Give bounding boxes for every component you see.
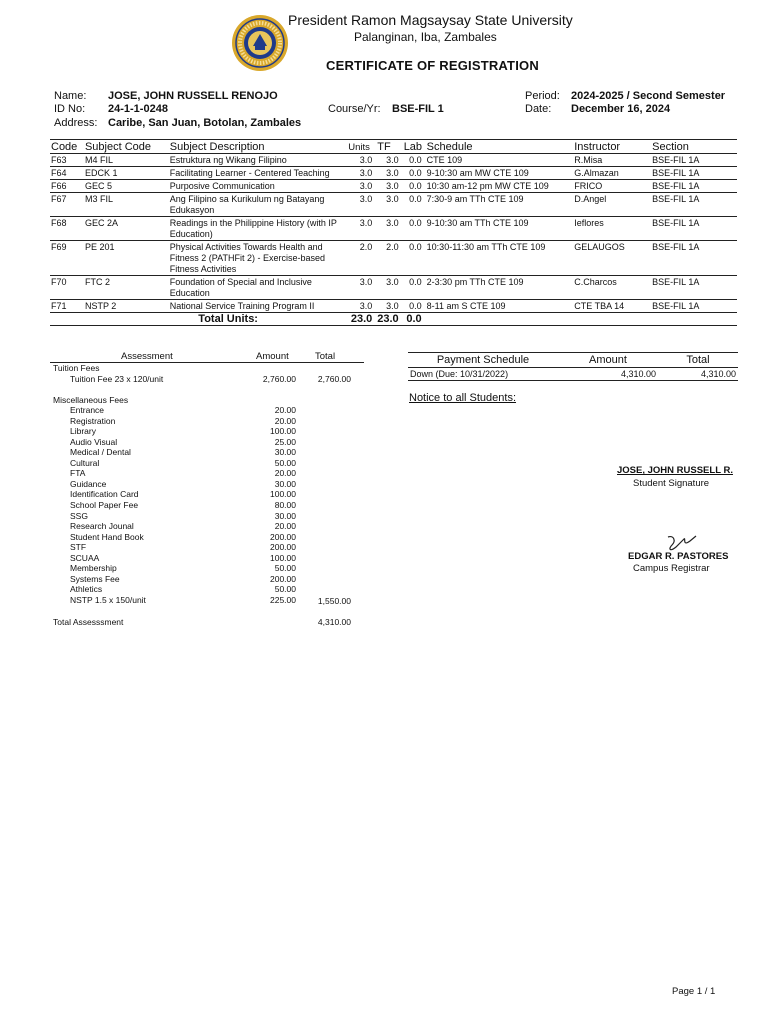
subject-code: F69 bbox=[50, 241, 84, 276]
registrar-caption: Campus Registrar bbox=[633, 563, 710, 574]
course-label: Course/Yr: bbox=[328, 103, 381, 115]
subject-section: BSE-FIL 1A bbox=[651, 300, 737, 313]
subject-code: F71 bbox=[50, 300, 84, 313]
subject-row bbox=[50, 276, 737, 300]
misc-fee-name: STF bbox=[70, 542, 87, 553]
subject-tf: 3.0 bbox=[376, 167, 402, 180]
date-label: Date: bbox=[525, 103, 552, 115]
total-units: 23.0 bbox=[347, 313, 376, 326]
subject-lab: 0.0 bbox=[403, 276, 426, 300]
col-header-code: Code bbox=[50, 140, 84, 154]
misc-total: 1,550.00 bbox=[317, 596, 351, 606]
subject-row bbox=[50, 167, 737, 180]
col-header-schedule: Schedule bbox=[426, 140, 574, 154]
subject-instructor: C.Charcos bbox=[573, 276, 651, 300]
tuition-label: Tuition Fees bbox=[53, 363, 100, 373]
subject-tf: 3.0 bbox=[376, 180, 402, 193]
subject-lab: 0.0 bbox=[403, 193, 426, 217]
col-header-tf: TF bbox=[376, 140, 402, 154]
payment-header-row bbox=[408, 353, 738, 368]
misc-fee-name: Cultural bbox=[70, 457, 100, 468]
name-label: Name: bbox=[54, 90, 87, 102]
subject-desc: Readings in the Philippine History (with IP Education) bbox=[169, 217, 348, 241]
registrar-handwritten-signature bbox=[660, 533, 700, 553]
subject-lab: 0.0 bbox=[403, 241, 426, 276]
subject-units: 3.0 bbox=[347, 276, 376, 300]
subject-units: 3.0 bbox=[347, 300, 376, 313]
subject-instructor: G.Almazan bbox=[573, 167, 651, 180]
subject-schedule: 10:30 am-12 pm MW CTE 109 bbox=[426, 180, 574, 193]
subject-instructor: Ieflores bbox=[573, 217, 651, 241]
subject-instructor: FRICO bbox=[573, 180, 651, 193]
misc-fee-name: Identification Card bbox=[70, 489, 139, 500]
subject-schedule: 7:30-9 am TTh CTE 109 bbox=[426, 193, 574, 217]
subject-tf: 2.0 bbox=[376, 241, 402, 276]
subject-desc: Foundation of Special and Inclusive Education bbox=[169, 276, 348, 300]
date-value: December 16, 2024 bbox=[571, 103, 671, 115]
misc-fee-amount: 100.00 bbox=[270, 426, 296, 437]
subject-tf: 3.0 bbox=[376, 217, 402, 241]
university-seal-logo bbox=[231, 14, 289, 72]
payment-table bbox=[408, 352, 738, 381]
subject-row bbox=[50, 300, 737, 313]
col-header-description: Subject Description bbox=[169, 140, 348, 154]
period-value: 2024-2025 / Second Semester bbox=[571, 90, 726, 102]
page-number: Page 1 / 1 bbox=[672, 986, 716, 997]
payment-total-header: Total bbox=[658, 353, 738, 368]
subject-desc: Facilitating Learner - Centered Teaching bbox=[169, 167, 348, 180]
student-signature-name: JOSE, JOHN RUSSELL R. bbox=[617, 465, 733, 476]
subject-instructor: R.Misa bbox=[573, 154, 651, 167]
subject-units: 3.0 bbox=[347, 154, 376, 167]
subjects-header-row bbox=[50, 140, 737, 154]
misc-fee-name: Athletics bbox=[70, 584, 103, 595]
subject-code: F68 bbox=[50, 217, 84, 241]
subject-section: BSE-FIL 1A bbox=[651, 193, 737, 217]
misc-label: Miscellaneous Fees bbox=[53, 395, 129, 405]
col-header-units: Units bbox=[347, 140, 376, 154]
subject-code: F67 bbox=[50, 193, 84, 217]
payment-amount: 4,310.00 bbox=[558, 368, 658, 381]
tuition-total: 2,760.00 bbox=[317, 374, 351, 384]
student-id: 24-1-1-0248 bbox=[108, 103, 168, 115]
col-header-lab: Lab bbox=[403, 140, 426, 154]
subject-subject-code: FTC 2 bbox=[84, 276, 169, 300]
total-tf: 23.0 bbox=[376, 313, 402, 326]
university-address: Palanginan, Iba, Zambales bbox=[354, 30, 497, 44]
misc-fee-name: Research Jounal bbox=[70, 521, 134, 532]
subject-code: F66 bbox=[50, 180, 84, 193]
subject-subject-code: GEC 5 bbox=[84, 180, 169, 193]
total-units-row bbox=[50, 313, 737, 326]
payment-total: 4,310.00 bbox=[658, 368, 738, 381]
tuition-amount: 2,760.00 bbox=[262, 374, 296, 384]
misc-fee-name: Systems Fee bbox=[70, 573, 120, 584]
student-address: Caribe, San Juan, Botolan, Zambales bbox=[108, 117, 302, 129]
misc-fee-amount: 30.00 bbox=[274, 447, 296, 458]
misc-fee-name: Library bbox=[70, 426, 96, 437]
misc-fee-amount: 20.00 bbox=[274, 521, 296, 532]
subject-subject-code: NSTP 2 bbox=[84, 300, 169, 313]
subject-units: 2.0 bbox=[347, 241, 376, 276]
subject-schedule: 9-10:30 am MW CTE 109 bbox=[426, 167, 574, 180]
misc-fee-name: NSTP 1.5 x 150/unit bbox=[70, 594, 146, 605]
misc-fee-name: Registration bbox=[70, 415, 116, 426]
misc-fee-name: Guidance bbox=[70, 478, 107, 489]
subject-tf: 3.0 bbox=[376, 193, 402, 217]
subject-desc: Physical Activities Towards Health and Fitness 2 (PATHFit 2) - Exercise-based Fitness Activities bbox=[169, 241, 348, 276]
subject-lab: 0.0 bbox=[403, 154, 426, 167]
misc-fee-amount: 200.00 bbox=[270, 542, 296, 553]
address-label: Address: bbox=[54, 117, 98, 129]
subject-instructor: CTE TBA 14 bbox=[573, 300, 651, 313]
payment-amount-header: Amount bbox=[558, 353, 658, 368]
subject-section: BSE-FIL 1A bbox=[651, 217, 737, 241]
subject-subject-code: GEC 2A bbox=[84, 217, 169, 241]
subject-tf: 3.0 bbox=[376, 300, 402, 313]
col-header-instructor: Instructor bbox=[573, 140, 651, 154]
misc-fee-name: Student Hand Book bbox=[70, 531, 144, 542]
misc-fee-name: SCUAA bbox=[70, 552, 100, 563]
misc-fee-name: FTA bbox=[70, 468, 86, 479]
misc-fee-amount: 20.00 bbox=[274, 468, 296, 479]
subject-row bbox=[50, 154, 737, 167]
subject-tf: 3.0 bbox=[376, 276, 402, 300]
subject-section: BSE-FIL 1A bbox=[651, 276, 737, 300]
misc-fee-amount: 200.00 bbox=[270, 573, 296, 584]
subject-instructor: GELAUGOS bbox=[573, 241, 651, 276]
misc-fee-name: Audio Visual bbox=[70, 436, 118, 447]
subject-schedule: 8-11 am S CTE 109 bbox=[426, 300, 574, 313]
misc-fee-amount: 20.00 bbox=[274, 415, 296, 426]
tuition-item: Tuition Fee 23 x 120/unit bbox=[70, 374, 164, 384]
notice-heading: Notice to all Students: bbox=[409, 392, 517, 404]
misc-fee-name: Membership bbox=[70, 563, 117, 574]
subjects-table bbox=[50, 139, 737, 326]
misc-fee-name: SSG bbox=[70, 510, 88, 521]
total-units-label: Total Units: bbox=[50, 313, 347, 326]
subject-lab: 0.0 bbox=[403, 167, 426, 180]
assessment-header: Assessment bbox=[121, 351, 173, 362]
misc-fee-name: Entrance bbox=[70, 405, 105, 415]
subject-section: BSE-FIL 1A bbox=[651, 154, 737, 167]
subject-subject-code: EDCK 1 bbox=[84, 167, 169, 180]
subject-section: BSE-FIL 1A bbox=[651, 180, 737, 193]
subject-schedule: 10:30-11:30 am TTh CTE 109 bbox=[426, 241, 574, 276]
subject-instructor: D.Angel bbox=[573, 193, 651, 217]
subject-code: F70 bbox=[50, 276, 84, 300]
subject-section: BSE-FIL 1A bbox=[651, 241, 737, 276]
subject-lab: 0.0 bbox=[403, 300, 426, 313]
student-signature-caption: Student Signature bbox=[633, 478, 710, 489]
subject-subject-code: M3 FIL bbox=[84, 193, 169, 217]
university-name: President Ramon Magsaysay State University bbox=[288, 12, 573, 28]
subject-tf: 3.0 bbox=[376, 154, 402, 167]
misc-fee-amount: 100.00 bbox=[270, 489, 296, 500]
misc-fee-amount: 225.00 bbox=[270, 594, 296, 605]
payment-schedule: Down (Due: 10/31/2022) bbox=[408, 368, 558, 381]
misc-fee-amount: 50.00 bbox=[274, 584, 296, 595]
subject-schedule: CTE 109 bbox=[426, 154, 574, 167]
misc-fee-name: School Paper Fee bbox=[70, 499, 139, 510]
total-row-filler bbox=[426, 313, 737, 326]
misc-fee-amount: 80.00 bbox=[274, 499, 296, 510]
misc-fee-amount: 200.00 bbox=[270, 531, 296, 542]
subject-schedule: 2-3:30 pm TTh CTE 109 bbox=[426, 276, 574, 300]
period-label: Period: bbox=[525, 90, 560, 102]
misc-fee-amount: 100.00 bbox=[270, 552, 296, 563]
total-assessment-label: Total Assesssment bbox=[53, 617, 124, 627]
col-header-section: Section bbox=[651, 140, 737, 154]
subject-desc: Purposive Communication bbox=[169, 180, 348, 193]
student-course: BSE-FIL 1 bbox=[392, 103, 444, 115]
misc-fee-amount: 30.00 bbox=[274, 510, 296, 521]
misc-fee-amount: 25.00 bbox=[274, 436, 296, 447]
amount-header: Amount bbox=[256, 351, 289, 362]
payment-row bbox=[408, 368, 738, 381]
payment-schedule-header: Payment Schedule bbox=[408, 353, 558, 368]
subject-lab: 0.0 bbox=[403, 180, 426, 193]
id-label: ID No: bbox=[54, 103, 86, 115]
subject-units: 3.0 bbox=[347, 167, 376, 180]
subject-desc: Ang Filipino sa Kurikulum ng Batayang Edukasyon bbox=[169, 193, 348, 217]
subject-row bbox=[50, 193, 737, 217]
col-header-subject-code: Subject Code bbox=[84, 140, 169, 154]
subject-units: 3.0 bbox=[347, 180, 376, 193]
total-header: Total bbox=[315, 351, 336, 362]
subject-subject-code: PE 201 bbox=[84, 241, 169, 276]
subject-desc: Estruktura ng Wikang Filipino bbox=[169, 154, 348, 167]
page-title: CERTIFICATE OF REGISTRATION bbox=[326, 58, 539, 73]
subject-desc: National Service Training Program II bbox=[169, 300, 348, 313]
subject-units: 3.0 bbox=[347, 193, 376, 217]
misc-fee-name: Medical / Dental bbox=[70, 447, 131, 458]
student-name: JOSE, JOHN RUSSELL RENOJO bbox=[108, 90, 278, 102]
subject-row bbox=[50, 180, 737, 193]
misc-fee-amount: 50.00 bbox=[274, 563, 296, 574]
subject-schedule: 9-10:30 am TTh CTE 109 bbox=[426, 217, 574, 241]
misc-fee-amount: 50.00 bbox=[274, 457, 296, 468]
misc-fee-amount: 20.00 bbox=[274, 405, 296, 415]
subject-row bbox=[50, 241, 737, 276]
total-lab: 0.0 bbox=[403, 313, 426, 326]
misc-fee-amount: 30.00 bbox=[274, 478, 296, 489]
subject-units: 3.0 bbox=[347, 217, 376, 241]
subject-code: F64 bbox=[50, 167, 84, 180]
subject-code: F63 bbox=[50, 154, 84, 167]
subject-subject-code: M4 FIL bbox=[84, 154, 169, 167]
registrar-name: EDGAR R. PASTORES bbox=[628, 551, 729, 562]
total-assessment-value: 4,310.00 bbox=[317, 617, 351, 627]
subject-row bbox=[50, 217, 737, 241]
subject-section: BSE-FIL 1A bbox=[651, 167, 737, 180]
subject-lab: 0.0 bbox=[403, 217, 426, 241]
